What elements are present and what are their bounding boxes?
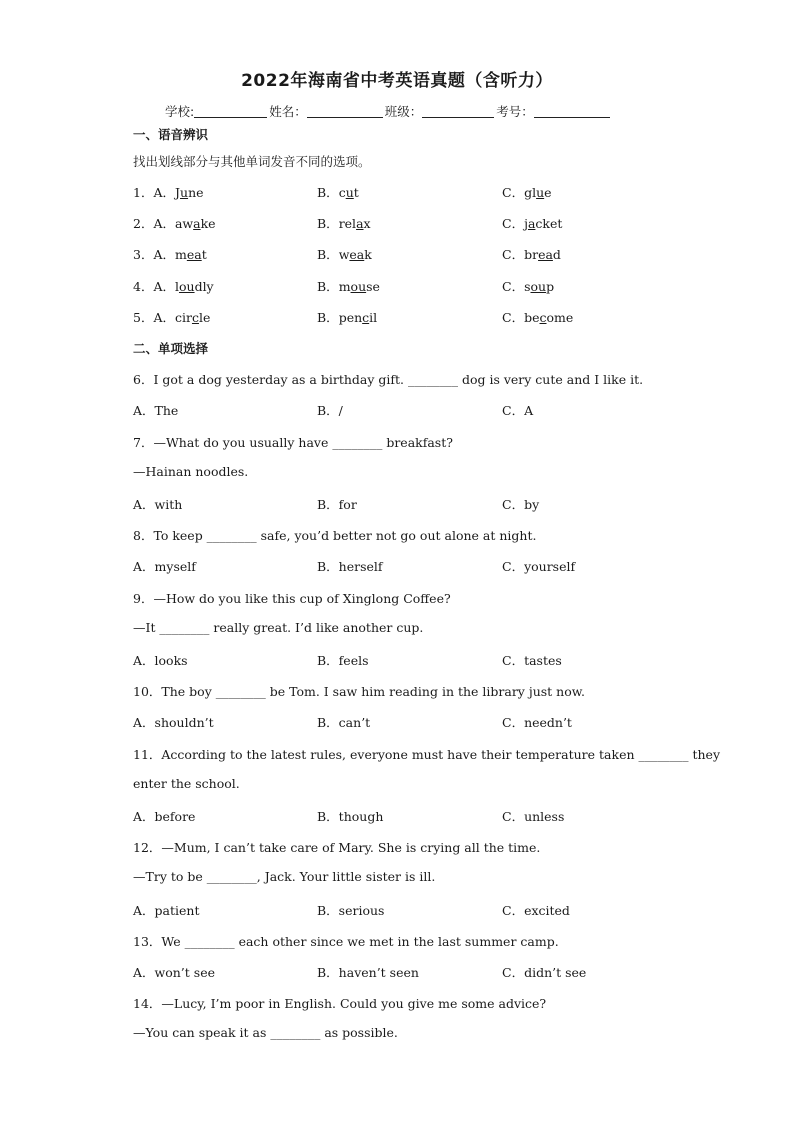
question-9-option-c: C．tastes <box>502 653 562 668</box>
question-11-stem-continued: enter the school. <box>133 776 240 791</box>
phonics-q5-option-c <box>502 308 573 326</box>
word-suffix: ke <box>200 216 216 231</box>
class-blank <box>422 105 494 118</box>
question-6-option-c: C．A <box>502 403 534 418</box>
phonics-q2-option-a <box>133 214 216 232</box>
question-14-reply: —You can speak it as ________ as possible. <box>133 1025 398 1040</box>
underlined-letters: c <box>539 310 547 325</box>
school-label: 学校: <box>165 104 195 119</box>
question-11-stem: 11．According to the latest rules, everyone must have their temperature taken ________ they <box>133 747 720 762</box>
question-11-option-c: C．unless <box>502 809 565 824</box>
underlined-letters: u <box>180 185 189 200</box>
question-7-reply: —Hainan noodles. <box>133 464 249 479</box>
word-suffix: se <box>366 279 380 294</box>
word-prefix: J <box>174 185 180 200</box>
word-suffix: e <box>544 185 552 200</box>
question-9-option-a: A．looks <box>133 653 188 668</box>
word-prefix: br <box>524 247 539 262</box>
question-8-stem: 8．To keep ________ safe, you’d better not go out alone at night. <box>133 528 537 543</box>
id-label: 考号： <box>496 104 534 119</box>
name-label: 姓名： <box>269 104 307 119</box>
word-suffix: le <box>198 310 211 325</box>
option-label: A． <box>153 310 175 325</box>
question-number: 4． <box>133 279 154 294</box>
option-label: C． <box>502 279 525 294</box>
underlined-letters: ou <box>350 279 367 294</box>
word-prefix: gl <box>524 185 537 200</box>
underlined-letters: a <box>527 216 536 231</box>
phonics-q2-option-c <box>502 214 562 232</box>
word-suffix: dly <box>194 279 214 294</box>
word-prefix: aw <box>174 216 194 231</box>
question-number: 1． <box>133 185 154 200</box>
option-label: A． <box>153 216 175 231</box>
question-8-option-c: C．yourself <box>502 559 576 574</box>
question-7-option-c: C．by <box>502 497 540 512</box>
name-blank <box>307 105 383 118</box>
question-8-option-a: A．myself <box>133 559 196 574</box>
word-prefix: pen <box>338 310 363 325</box>
section1-instruction: 找出划线部分与其他单词发音不同的选项。 <box>133 154 371 169</box>
question-10-option-c: C．needn’t <box>502 715 572 730</box>
question-9-stem: 9．—How do you like this cup of Xinglong Coffee? <box>133 591 451 606</box>
option-label: C． <box>502 216 525 231</box>
phonics-q5-option-b <box>317 308 377 326</box>
underlined-letters: u <box>536 185 545 200</box>
phonics-q2-option-b <box>317 214 371 232</box>
option-label: A． <box>153 185 175 200</box>
option-label: A． <box>153 247 175 262</box>
option-label: C． <box>502 185 525 200</box>
student-info-line <box>165 102 612 120</box>
option-label: B． <box>317 185 339 200</box>
option-label: B． <box>317 310 339 325</box>
question-7-stem: 7．—What do you usually have ________ breakfast? <box>133 435 453 450</box>
question-10-stem: 10．The boy ________ be Tom. I saw him reading in the library just now. <box>133 684 585 699</box>
phonics-q3-option-c <box>502 245 561 263</box>
underlined-letters: ou <box>178 279 195 294</box>
question-9-reply: —It ________ really great. I’d like another cup. <box>133 620 424 635</box>
question-number: 3． <box>133 247 154 262</box>
option-label: B． <box>317 216 339 231</box>
option-label: A． <box>153 279 175 294</box>
word-prefix: m <box>174 247 187 262</box>
option-label: C． <box>502 310 525 325</box>
option-label: B． <box>317 279 339 294</box>
question-8-option-b: B．herself <box>317 559 383 574</box>
question-7-option-b: B．for <box>317 497 357 512</box>
underlined-letters: ou <box>530 279 547 294</box>
section2-heading: 二、单项选择 <box>133 341 209 356</box>
section1-heading: 一、语音辨识 <box>133 127 209 142</box>
question-14-stem: 14．—Lucy, I’m poor in English. Could you give me some advice? <box>133 996 547 1011</box>
phonics-q4-option-b <box>317 277 380 295</box>
word-prefix: c <box>338 185 346 200</box>
word-prefix: rel <box>338 216 357 231</box>
phonics-q4-option-a <box>133 277 214 295</box>
page-title: 2022年海南省中考英语真题（含听力） <box>241 71 553 91</box>
question-12-option-a: A．patient <box>133 903 200 918</box>
phonics-q1-option-c <box>502 183 552 201</box>
underlined-letters: ea <box>538 247 553 262</box>
question-10-option-b: B．can’t <box>317 715 371 730</box>
phonics-q1-option-a <box>133 183 204 201</box>
word-suffix: il <box>369 310 378 325</box>
question-11-option-b: B．though <box>317 809 384 824</box>
word-suffix: ne <box>188 185 204 200</box>
question-number: 5． <box>133 310 154 325</box>
underlined-letters: c <box>362 310 370 325</box>
underlined-letters: ea <box>349 247 365 262</box>
option-label: B． <box>317 247 339 262</box>
word-suffix: k <box>364 247 372 262</box>
phonics-q5-option-a <box>133 308 210 326</box>
question-12-option-b: B．serious <box>317 903 385 918</box>
question-13-stem: 13．We ________ each other since we met in the last summer camp. <box>133 934 559 949</box>
word-suffix: ome <box>546 310 574 325</box>
question-9-option-b: B．feels <box>317 653 369 668</box>
phonics-q3-option-b <box>317 245 372 263</box>
underlined-letters: a <box>356 216 364 231</box>
word-prefix: cir <box>174 310 192 325</box>
word-prefix: j <box>524 216 528 231</box>
question-11-option-a: A．before <box>133 809 196 824</box>
phonics-q3-option-a <box>133 245 207 263</box>
word-suffix: t <box>353 185 359 200</box>
word-prefix: l <box>174 279 179 294</box>
word-prefix: s <box>524 279 531 294</box>
option-label: C． <box>502 247 525 262</box>
question-7-option-a: A．with <box>133 497 183 512</box>
question-12-option-c: C．excited <box>502 903 570 918</box>
word-suffix: p <box>546 279 555 294</box>
id-blank <box>534 105 610 118</box>
school-blank <box>194 105 267 118</box>
word-suffix: t <box>201 247 207 262</box>
question-6-option-b: B．/ <box>317 403 343 418</box>
underlined-letters: ea <box>186 247 202 262</box>
underlined-letters: u <box>345 185 354 200</box>
word-suffix: x <box>363 216 371 231</box>
question-12-reply: —Try to be ________, Jack. Your little sister is ill. <box>133 869 436 884</box>
question-6-stem: 6．I got a dog yesterday as a birthday gift. ________ dog is very cute and I like it. <box>133 372 644 387</box>
question-10-option-a: A．shouldn’t <box>133 715 214 730</box>
word-prefix: w <box>338 247 350 262</box>
underlined-letters: c <box>191 310 199 325</box>
underlined-letters: a <box>193 216 201 231</box>
question-6-option-a: A．The <box>133 403 179 418</box>
word-suffix: cket <box>535 216 563 231</box>
phonics-q1-option-b <box>317 183 359 201</box>
phonics-q4-option-c <box>502 277 554 295</box>
question-13-option-b: B．haven’t seen <box>317 965 419 980</box>
word-prefix: m <box>338 279 351 294</box>
word-suffix: d <box>552 247 561 262</box>
question-13-option-c: C．didn’t see <box>502 965 587 980</box>
class-label: 班级： <box>384 104 423 119</box>
question-13-option-a: A．won’t see <box>133 965 215 980</box>
question-number: 2． <box>133 216 154 231</box>
question-12-stem: 12．—Mum, I can’t take care of Mary. She is crying all the time. <box>133 840 541 855</box>
word-prefix: be <box>524 310 540 325</box>
